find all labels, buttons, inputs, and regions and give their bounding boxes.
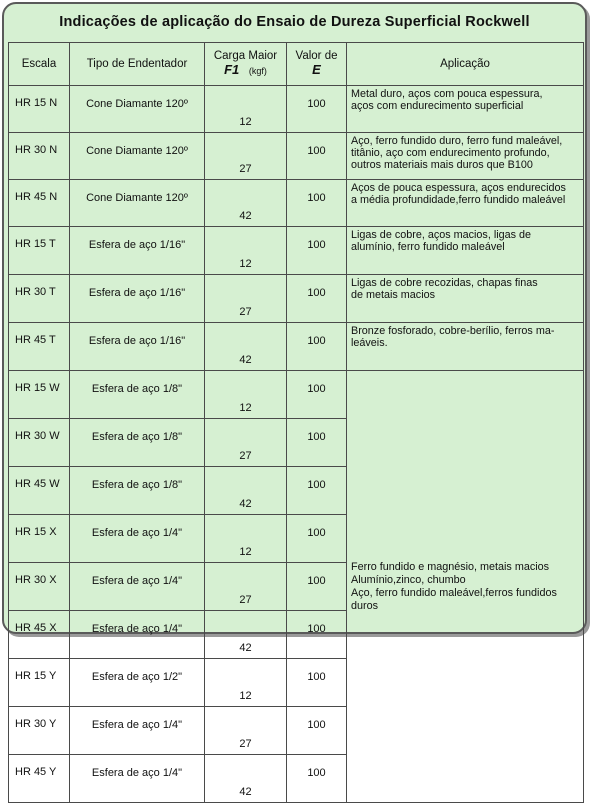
cell-tipo-endentador: Esfera de aço 1/4" <box>70 515 205 563</box>
cell-escala: HR 30 Y <box>9 707 70 755</box>
cell-carga-maior: 12 <box>205 515 287 563</box>
aplicacao-line: Ligas de cobre, aços macios, ligas de <box>351 229 532 241</box>
aplicacao-line: outros materiais mais duros que B100 <box>351 159 533 171</box>
header-valor-label: Valor de <box>295 50 338 62</box>
cell-valor-e: 100 <box>287 275 347 323</box>
aplicacao-line: Metal duro, aços com pouca espessura, <box>351 88 543 100</box>
cell-tipo-endentador: Esfera de aço 1/4" <box>70 563 205 611</box>
header-valor <box>287 43 347 86</box>
cell-tipo-endentador: Esfera de aço 1/4" <box>70 611 205 659</box>
cell-valor-e: 100 <box>287 515 347 563</box>
aplicacao-line: duros <box>351 599 379 612</box>
aplicacao-line: titânio, aço com endurecimento profundo, <box>351 147 550 159</box>
cell-valor-e: 100 <box>287 611 347 659</box>
cell-carga-maior: 42 <box>205 755 287 803</box>
cell-tipo-endentador: Esfera de aço 1/16" <box>70 227 205 275</box>
aplicacao-line: a média profundidade,ferro fundido maleável <box>351 194 566 206</box>
table-frame <box>2 2 587 798</box>
cell-escala: HR 30 X <box>9 563 70 611</box>
cell-escala: HR 45 T <box>9 323 70 371</box>
cell-escala: HR 45 Y <box>9 755 70 803</box>
cell-aplicacao <box>347 86 584 133</box>
cell-escala: HR 15 Y <box>9 659 70 707</box>
cell-tipo-endentador: Cone Diamante 120º <box>70 180 205 227</box>
cell-carga-maior: 27 <box>205 275 287 323</box>
cell-valor-e: 100 <box>287 133 347 180</box>
cell-carga-maior: 27 <box>205 133 287 180</box>
aplicacao-line: Aço, ferro fundido duro, ferro fund maleável, <box>351 135 563 147</box>
cell-escala: HR 15 W <box>9 371 70 419</box>
cell-escala: HR 45 N <box>9 180 70 227</box>
cell-carga-maior: 42 <box>205 323 287 371</box>
cell-tipo-endentador: Esfera de aço 1/8" <box>70 419 205 467</box>
cell-carga-maior: 42 <box>205 611 287 659</box>
cell-carga-maior: 42 <box>205 467 287 515</box>
cell-valor-e: 100 <box>287 323 347 371</box>
cell-carga-maior: 12 <box>205 227 287 275</box>
table-row <box>9 86 584 133</box>
table-row <box>9 133 584 180</box>
header-carga-symbol: F1 <box>224 62 240 77</box>
table-row <box>9 323 584 371</box>
aplicacao-line: Alumínio,zinco, chumbo <box>351 573 466 586</box>
cell-tipo-endentador: Esfera de aço 1/2" <box>70 659 205 707</box>
cell-escala: HR 30 T <box>9 275 70 323</box>
aplicacao-line: Bronze fosforado, cobre-berílio, ferros ma- <box>351 325 555 337</box>
header-carga-label: Carga Maior <box>213 50 278 62</box>
header-carga-unit: (kgf) <box>248 66 267 76</box>
aplicacao-line: alumínio, ferro fundido maleável <box>351 241 505 253</box>
cell-escala: HR 15 T <box>9 227 70 275</box>
table-row <box>9 371 584 419</box>
cell-aplicacao <box>347 133 584 180</box>
cell-aplicacao <box>347 227 584 275</box>
header-carga <box>205 43 287 86</box>
cell-tipo-endentador: Esfera de aço 1/8" <box>70 467 205 515</box>
cell-tipo-endentador: Esfera de aço 1/8" <box>70 371 205 419</box>
cell-valor-e: 100 <box>287 86 347 133</box>
cell-valor-e: 100 <box>287 371 347 419</box>
cell-aplicacao-merged <box>347 371 584 803</box>
cell-carga-maior: 27 <box>205 563 287 611</box>
cell-valor-e: 100 <box>287 180 347 227</box>
cell-valor-e: 100 <box>287 659 347 707</box>
header-aplicacao: Aplicação <box>347 43 584 86</box>
cell-aplicacao <box>347 180 584 227</box>
cell-aplicacao <box>347 275 584 323</box>
cell-carga-maior: 27 <box>205 419 287 467</box>
aplicacao-line: Ferro fundido e magnésio, metais macios <box>351 560 550 573</box>
cell-valor-e: 100 <box>287 563 347 611</box>
cell-tipo-endentador: Cone Diamante 120º <box>70 133 205 180</box>
cell-valor-e: 100 <box>287 227 347 275</box>
cell-escala: HR 30 W <box>9 419 70 467</box>
cell-carga-maior: 12 <box>205 659 287 707</box>
cell-aplicacao <box>347 323 584 371</box>
cell-valor-e: 100 <box>287 707 347 755</box>
aplicacao-line: aços com endurecimento superficial <box>351 100 524 112</box>
cell-escala: HR 45 X <box>9 611 70 659</box>
cell-carga-maior: 27 <box>205 707 287 755</box>
table-row <box>9 180 584 227</box>
table-row <box>9 275 584 323</box>
cell-tipo-endentador: Cone Diamante 120º <box>70 86 205 133</box>
table-header-row <box>9 43 584 86</box>
cell-carga-maior: 12 <box>205 371 287 419</box>
header-tipo: Tipo de Endentador <box>70 43 205 86</box>
hardness-table <box>8 42 584 803</box>
page-title: Indicações de aplicação do Ensaio de Dureza Superficial Rockwell <box>59 14 530 30</box>
table-row <box>9 227 584 275</box>
header-valor-symbol: E <box>312 62 321 77</box>
aplicacao-line: Ligas de cobre recozidas, chapas finas <box>351 277 538 289</box>
cell-tipo-endentador: Esfera de aço 1/4" <box>70 755 205 803</box>
cell-tipo-endentador: Esfera de aço 1/4" <box>70 707 205 755</box>
cell-escala: HR 30 N <box>9 133 70 180</box>
cell-tipo-endentador: Esfera de aço 1/16" <box>70 323 205 371</box>
cell-escala: HR 15 N <box>9 86 70 133</box>
cell-valor-e: 100 <box>287 467 347 515</box>
cell-valor-e: 100 <box>287 755 347 803</box>
aplicacao-line: de metais macios <box>351 289 436 301</box>
cell-valor-e: 100 <box>287 419 347 467</box>
aplicacao-line: Aços de pouca espessura, aços endurecidos <box>351 182 566 194</box>
header-escala: Escala <box>9 43 70 86</box>
cell-tipo-endentador: Esfera de aço 1/16" <box>70 275 205 323</box>
table-body <box>9 86 584 803</box>
cell-carga-maior: 42 <box>205 180 287 227</box>
cell-escala: HR 45 W <box>9 467 70 515</box>
hardness-table-container <box>8 42 583 803</box>
cell-carga-maior: 12 <box>205 86 287 133</box>
aplicacao-line: leáveis. <box>351 337 388 349</box>
cell-escala: HR 15 X <box>9 515 70 563</box>
aplicacao-line: Aço, ferro fundido maleável,ferros fundidos <box>351 586 557 599</box>
